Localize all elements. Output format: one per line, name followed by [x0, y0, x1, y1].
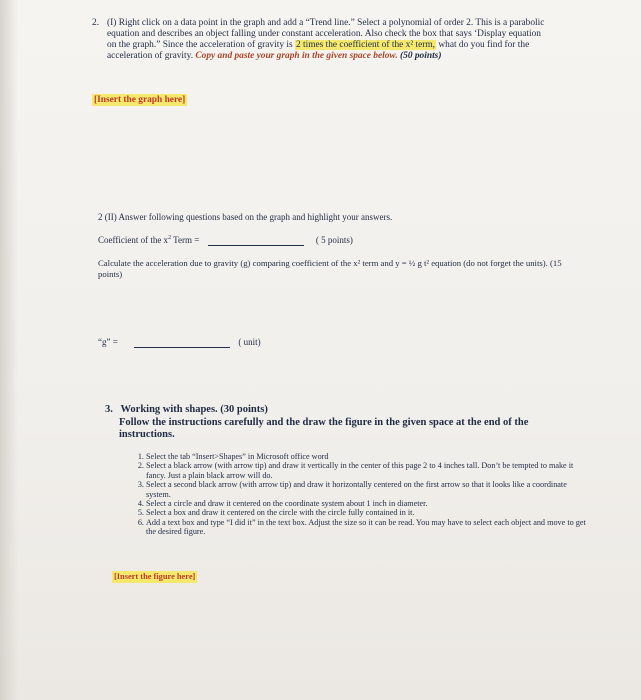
step-item: 5. Select a box and draw it centered on the circle with the circle fully contained in it. — [146, 508, 586, 517]
question-2-text-part2: what do you find for the acceleration of gravity. — [107, 40, 530, 61]
question-2-highlight: 2 times the coefficient of the x² term, — [295, 40, 436, 50]
question-2-text — [107, 18, 547, 62]
question-2b-intro: 2 (II) Answer following questions based on the graph and highlight your answers. — [98, 212, 393, 222]
coefficient-label-sup: 2 — [168, 235, 172, 241]
calculate-gravity-text: Calculate the acceleration due to gravity (g) comparing coefficient of the x² term and y = ½ g t² equation (do not forget the units). (15 points) — [98, 258, 562, 279]
question-2-instruction: Copy and paste your graph in the given space below. — [195, 51, 398, 61]
coefficient-points: ( 5 points) — [315, 235, 353, 245]
step-item: 1. Select the tab “Insert>Shapes” in Microsoft office word — [146, 452, 586, 461]
insert-graph-placeholder[interactable]: [Insert the graph here] — [94, 95, 186, 105]
g-label: “g” = — [98, 337, 118, 347]
step-item: 3. Select a second black arrow (with arrow tip) and draw it horizontally centered on the first arrow so that it looks like a coordinate system. — [146, 480, 586, 499]
coefficient-answer-blank[interactable] — [208, 245, 304, 246]
question-3-number: 3. — [105, 404, 113, 415]
question-2-text-part1: (I) Right click on a data point in the graph and add a “Trend line.” Select a polynomial of order 2. This is a parabolic equation and describes an object falling under constant acceleration. Also check the box that says ‘Display equation on the graph.” Since the acceleration of gravity is — [107, 18, 545, 50]
step-item: 2. Select a black arrow (with arrow tip) and draw it vertically in the center of this page 2 to 4 inches tall. Don’t be tempted to make it fancy. Just a plain black arrow will do. — [146, 461, 586, 480]
question-3-title: Working with shapes. (30 points) — [120, 404, 268, 415]
step-item: 6. Add a text box and type “I did it” in the text box. Adjust the size so it can be read. You may have to select each object and move to get the desired figure. — [146, 518, 586, 537]
question-3-subtitle: Follow the instructions carefully and the draw the figure in the given space at the end of the instructions. — [119, 416, 529, 440]
question-3-title-block — [105, 404, 575, 442]
unit-label: ( unit) — [238, 337, 261, 347]
coefficient-row — [98, 235, 353, 246]
question-2-points: (50 points) — [400, 51, 442, 61]
step-item: 4. Select a circle and draw it centered on the coordinate system about 1 inch in diameter. — [146, 499, 586, 508]
coefficient-label-pre: Coefficient of the x — [98, 235, 169, 245]
question-2-number: 2. — [92, 18, 100, 28]
insert-figure-placeholder[interactable]: [Insert the figure here] — [114, 572, 196, 581]
coefficient-label-post: Term = — [171, 235, 200, 245]
shape-steps-list — [128, 452, 586, 537]
question-2-block — [92, 18, 547, 62]
page-edge-shadow — [0, 0, 18, 700]
g-answer-blank[interactable] — [134, 347, 230, 348]
g-answer-row — [98, 337, 261, 348]
